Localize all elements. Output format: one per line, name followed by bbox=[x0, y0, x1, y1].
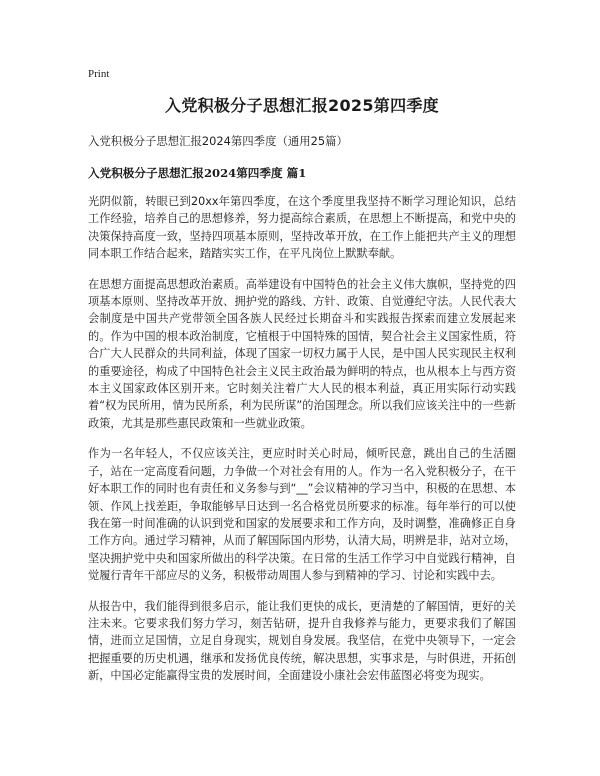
document-title: 入党积极分子思想汇报2025第四季度 bbox=[165, 96, 439, 115]
document-subtitle: 入党积极分子思想汇报2024第四季度（通用25篇） bbox=[88, 134, 348, 148]
section-heading: 入党积极分子思想汇报2024第四季度 篇1 bbox=[88, 166, 307, 180]
paragraph-4: 从报告中，我们能得到很多启示，能让我们更快的成长，更清楚的了解国情，更好的关注未来。它要求我们努力学习，刻苦钻研，提升自我修养与能力，更要求我们了解国情，进而立足国情，立足自身现实，规划自身发展。我坚信，在党中央领导下，一定会把握重要的历史机遇，继承和发扬优良传统，解决思想，实事求是，与时俱进，开拓创新，中国必定能赢得宝贵的发展时间，全面建设小康社会宏伟蓝图必将变为现实。 bbox=[88, 599, 516, 683]
paragraph-3: 作为一名年轻人，不仅应该关注，更应时时关心时局，倾听民意，跳出自己的生活圈子，站在一定高度看问题，力争做一个对社会有用的人。作为一名入党积极分子，在干好本职工作的同时也有责任和义务参与到“__”会议精神的学习当中，积极的在思想、本领、作风上找差距，争取能够早日达到一名合格党员所要求的标准。每年举行的可以使我在第一时间准确的认识到党和国家的发展要求和工作方向，及时调整，准确修正自身工作方向。通过学习精神，从而了解国际国内形势，认清大局，明辨是非，站对立场，坚决拥护党中央和国家所做出的科学决策。在日常的生活工作学习中自觉践行精神，自觉履行青年干部应尽的义务，积极带动周围人参与到精神的学习、讨论和实践中去。 bbox=[88, 447, 516, 583]
print-label: Print bbox=[88, 68, 110, 80]
document-page bbox=[88, 68, 516, 698]
paragraph-1: 光阴似箭，转眼已到20xx年第四季度，在这个季度里我坚持不断学习理论知识，总结工作经验，培养自己的思想修养，努力提高综合素质，在思想上不断提高，和党中央的决策保持高度一致，坚持四项基本原则，坚持改革开放，在工作上能把共产主义的理想同本职工作结合起来，踏踏实实工作，在平凡岗位上默默奉献。 bbox=[88, 195, 516, 261]
paragraph-2: 在思想方面提高思想政治素质。高举建设有中国特色的社会主义伟大旗帜，坚持党的四项基本原则、坚持改革开放、拥护党的路线、方针、政策、自觉遵纪守法。人民代表大会制度是中国共产党带领全国各族人民经过长期奋斗和实践报告探索而建立发展起来的。作为中国的根本政治制度，它植根于中国特殊的国情，契合社会主义国家性质，符合广大人民群众的共同利益，体现了国家一切权力属于人民，是中国人民实现民主权利的重要途径，构成了中国特色社会主义民主政治最为鲜明的特点，也从根本上与西方资本主义国家政体区别开来。它时刻关注着广大人民的根本利益，真正用实际行动实践着“权为民所用，情为民所系，利为民所谋”的治国理念。所以我们应该关注中的一些新政策，尤其是那些惠民政策和一些就业政策。 bbox=[88, 277, 516, 430]
